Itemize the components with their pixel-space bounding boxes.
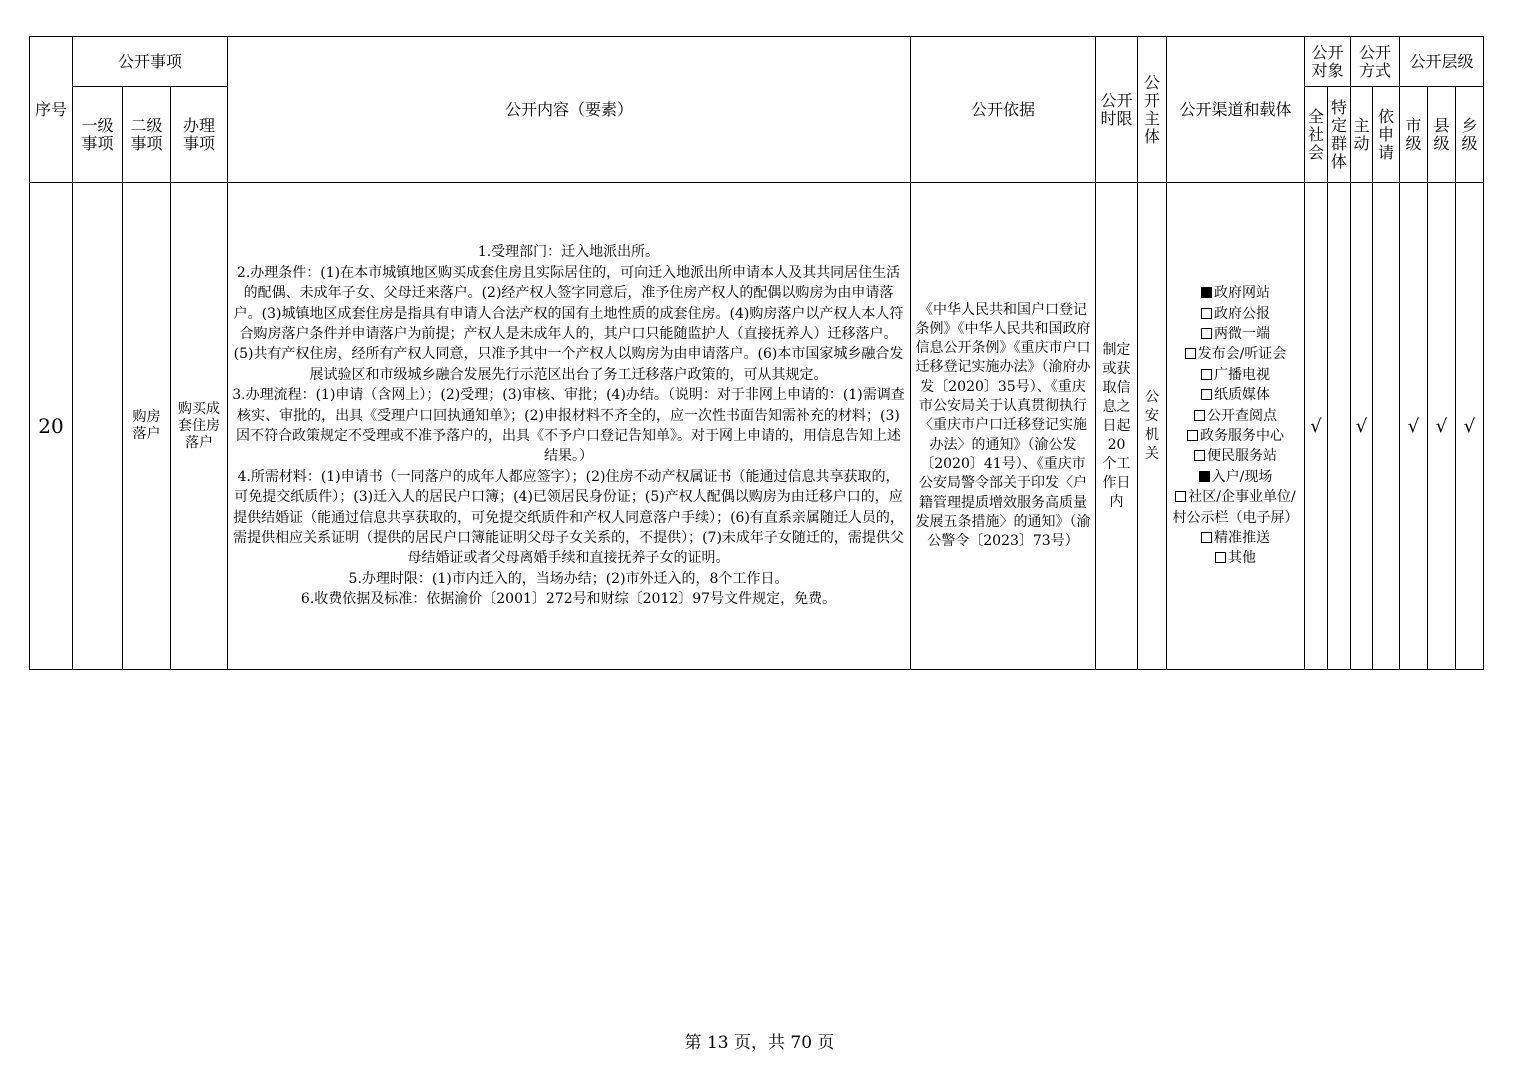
channel-item [1171, 385, 1300, 405]
header-tier-town: 乡级 [1456, 87, 1484, 183]
channel-label: 精准推送 [1214, 530, 1270, 547]
row-tier-town: √ [1456, 183, 1484, 670]
channel-item [1171, 528, 1300, 548]
header-channels: 公开渠道和载体 [1167, 37, 1305, 183]
channel-item [1171, 283, 1300, 303]
channel-label: 其他 [1228, 550, 1256, 567]
content-paragraph: 2.办理条件：(1)在本市城镇地区购买成套住房且实际居住的，可向迁入地派出所申请本人及其共同居住生活的配偶、未成年子女、父母迁来落户。(2)经产权人签字同意后，准予住房产权人的配偶以购房为由申请落户。(3)城镇地区成套住房是指具有申请人合法产权的国有土地性质的成套住房。(4)购房落户以产权人本人符合购房落户条件并申请落户为前提；产权人是未成年人的，其户口只能随监护人（直接抚养人）迁移落户。(5)共有产权住房，经所有产权人同意，只准予其中一个产权人以购房为由申请落户。(6)本市国家城乡融合发展试验区和市级城乡融合发展先行示范区出台了务工迁移落户政策的，可从其规定。 [233, 264, 904, 383]
header-basis: 公开依据 [911, 37, 1096, 183]
content-paragraph: 1.受理部门：迁入地派出所。 [477, 244, 660, 261]
channel-item [1171, 324, 1300, 344]
checked-box-icon [1199, 471, 1210, 482]
header-target-specific: 特定群体 [1328, 87, 1351, 183]
channel-label: 便民服务站 [1207, 448, 1277, 465]
unchecked-box-icon [1201, 308, 1212, 319]
header-tier-city: 市级 [1400, 87, 1428, 183]
channel-item [1171, 467, 1300, 487]
header-target: 公开对象 [1305, 37, 1351, 87]
channel-label: 政府网站 [1214, 285, 1270, 302]
row-channels [1167, 183, 1305, 670]
channel-label: 社区/企事业单位/村公示栏（电子屏） [1172, 489, 1299, 526]
header-target-all: 全社会 [1305, 87, 1328, 183]
row-tier-city: √ [1400, 183, 1428, 670]
unchecked-box-icon [1215, 552, 1226, 563]
content-paragraph: 3.办理流程：(1)申请（含网上）；(2)受理；(3)审核、审批；(4)办结。（说明：对于非网上申请的：(1)需调查核实、审批的，出具《受理户口回执通知单》；(2)申报材料不齐全的，应一次性书面告知需补充的材料；(3)因不符合政策规定不受理或不准予落户的，出具《不予户口登记告知单》。对于网上申请的，用信息告知上述结果。） [232, 387, 905, 465]
channel-item [1171, 548, 1300, 568]
header-tier-county: 县级 [1428, 87, 1456, 183]
unchecked-box-icon [1185, 348, 1196, 359]
channel-label: 政府公报 [1214, 305, 1270, 322]
unchecked-box-icon [1194, 450, 1205, 461]
unchecked-box-icon [1194, 410, 1205, 421]
table-row [30, 183, 1484, 670]
channel-label: 纸质媒体 [1214, 387, 1270, 404]
channel-item [1171, 446, 1300, 466]
channel-label: 政务服务中心 [1200, 428, 1284, 444]
channel-item [1171, 487, 1300, 528]
header-mode-request: 依申请 [1373, 87, 1400, 183]
channel-item [1171, 365, 1300, 385]
row-mode-active: √ [1351, 183, 1373, 670]
row-subject: 公安机关 [1138, 183, 1167, 670]
row-mode-request [1373, 183, 1400, 670]
row-time-limit: 制定或获取信息之日起20个工作日内 [1096, 183, 1138, 670]
row-target-specific [1328, 183, 1351, 670]
content-paragraph: 5.办理时限：(1)市内迁入的，当场办结；(2)市外迁入的，8个工作日。 [348, 570, 789, 587]
header-tier: 公开层级 [1400, 37, 1484, 87]
header-matters: 公开事项 [73, 37, 228, 87]
header-content: 公开内容（要素） [228, 37, 911, 183]
row-handle: 购买成套住房落户 [171, 183, 228, 670]
channel-item [1171, 406, 1300, 426]
unchecked-box-icon [1187, 430, 1198, 441]
row-level1 [73, 183, 123, 670]
row-seq: 20 [30, 183, 73, 670]
row-content [228, 183, 911, 670]
page-footer: 第 13 页，共 70 页 [684, 1033, 835, 1053]
unchecked-box-icon [1201, 369, 1212, 380]
unchecked-box-icon [1201, 532, 1212, 543]
channel-label: 发布会/听证会 [1197, 346, 1287, 363]
content-paragraph: 4.所需材料：(1)申请书（一同落户的成年人都应签字）；(2)住房不动产权属证书（能通过信息共享获取的，可免提交纸质件）；(3)迁入人的居民户口簿；(4)已领居民身份证；(5)产权人配偶以购房为由迁移户口的，应提供结婚证（能通过信息共享获取的，可免提交纸质件和产权人同意落户手续）；(6)有直系亲属随迁人员的，需提供相应关系证明（提供的居民户口簿能证明父母子女关系的，不提供）；(7)未成年子女随迁的，需提供父母结婚证或者父母离婚手续和直接抚养子女的证明。 [233, 468, 904, 567]
header-time-limit: 公开时限 [1096, 37, 1138, 183]
checked-box-icon [1201, 287, 1212, 298]
row-tier-county: √ [1428, 183, 1456, 670]
channel-label: 入户/现场 [1211, 468, 1273, 485]
header-subject: 公开主体 [1138, 37, 1167, 183]
header-seq: 序号 [30, 37, 73, 183]
header-handle: 办理事项 [171, 87, 228, 183]
channel-item [1171, 304, 1300, 324]
content-paragraph: 6.收费依据及标准：依据渝价〔2001〕272号和财综〔2012〕97号文件规定，免费。 [300, 591, 837, 608]
header-level1: 一级事项 [73, 87, 123, 183]
channel-label: 两微一端 [1214, 325, 1270, 342]
disclosure-table [29, 36, 1484, 670]
row-level2: 购房落户 [123, 183, 171, 670]
channel-item [1171, 426, 1300, 446]
unchecked-box-icon [1175, 491, 1186, 502]
channel-item [1171, 344, 1300, 364]
channel-label: 广播电视 [1214, 366, 1270, 383]
row-target-all: √ [1305, 183, 1328, 670]
unchecked-box-icon [1201, 389, 1212, 400]
header-mode: 公开方式 [1351, 37, 1400, 87]
channel-label: 公开查阅点 [1207, 407, 1277, 424]
header-level2: 二级事项 [123, 87, 171, 183]
row-basis: 《中华人民共和国户口登记条例》《中华人民共和国政府信息公开条例》《重庆市户口迁移登记实施办法》（渝府办发〔2020〕35号）、《重庆市公安局关于认真贯彻执行〈重庆市户口迁移登记实施办法〉的通知》（渝公发〔2020〕41号）、《重庆市公安局警令部关于印发〈户籍管理提质增效服务高质量发展五条措施〉的通知》（渝公警令〔2023〕73号） [911, 183, 1096, 670]
header-mode-active: 主动 [1351, 87, 1373, 183]
unchecked-box-icon [1201, 328, 1212, 339]
